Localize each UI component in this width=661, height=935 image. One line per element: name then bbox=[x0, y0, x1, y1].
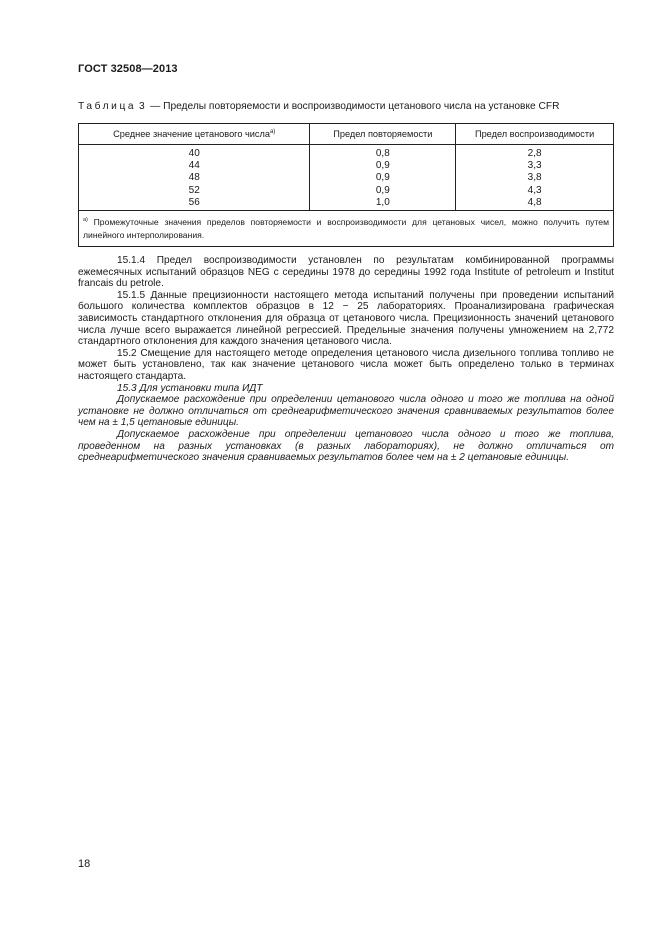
cell-mean: 48 bbox=[79, 172, 310, 184]
table-row bbox=[79, 172, 614, 184]
footnote-text: Промежуточные значения пределов повторяемости и воспроизводимости для цетановых чисел, можно получить путем линейного интерполирования. bbox=[83, 216, 609, 240]
paragraph-tolerance-single-unit: Допускаемое расхождение при определении цетанового числа одного и того же топлива на одной установке не должно отличаться от среднеарифметического значения сравниваемых результатов более чем на ± 1,5 цетановые единицы. bbox=[78, 394, 614, 429]
table-caption bbox=[78, 101, 618, 112]
table-footnote-row bbox=[79, 210, 614, 246]
cell-mean: 52 bbox=[79, 185, 310, 197]
table-caption-number: 3 bbox=[139, 101, 148, 112]
cell-reproducibility: 3,3 bbox=[456, 160, 614, 172]
paragraph-tolerance-multiple-units: Допускаемое расхождение при определении цетанового числа одного и того же топлива, проведенном на разных установках (в разных лабораториях), не должно отличаться от среднеарифметического значения сравниваемых результатов более чем на ± 2 цетановые единицы. bbox=[78, 428, 614, 464]
cell-mean: 40 bbox=[79, 145, 310, 161]
body-text bbox=[78, 255, 614, 464]
footnote-mark: а) bbox=[83, 216, 88, 223]
page-number: 18 bbox=[78, 858, 91, 870]
cell-reproducibility: 2,8 bbox=[456, 145, 614, 161]
cell-repeatability: 1,0 bbox=[310, 197, 456, 211]
cell-mean: 56 bbox=[79, 197, 310, 211]
table-row bbox=[79, 145, 614, 161]
cell-repeatability: 0,9 bbox=[310, 172, 456, 184]
table-caption-text: — Пределы повторяемости и воспроизводимости цетанового числа на установке CFR bbox=[147, 101, 560, 112]
table-row bbox=[79, 185, 614, 197]
header-footnote-mark: а) bbox=[269, 128, 276, 135]
cell-reproducibility: 4,8 bbox=[456, 197, 614, 211]
cell-repeatability: 0,9 bbox=[310, 160, 456, 172]
table-footnote bbox=[79, 210, 614, 246]
cell-mean: 44 bbox=[79, 160, 310, 172]
table-row bbox=[79, 197, 614, 211]
precision-table bbox=[78, 123, 614, 247]
cell-repeatability: 0,8 bbox=[310, 145, 456, 161]
paragraph-15-1-4: 15.1.4 Предел воспроизводимости установлен по результатам комбинированной программы ежемесячных испытаний образцов NEG с середины 1978 до середины 1992 года Institute of petroleum и Institut francais du petrole. bbox=[78, 255, 614, 290]
document-header: ГОСТ 32508—2013 bbox=[78, 63, 178, 75]
column-header-repeatability: Предел повторяемости bbox=[310, 124, 456, 145]
column-header-mean-cetane: Среднее значение цетанового числа$^{а)}$ bbox=[79, 124, 310, 145]
cell-reproducibility: 3,8 bbox=[456, 172, 614, 184]
cell-reproducibility: 4,3 bbox=[456, 185, 614, 197]
paragraph-15-3-heading: 15.3 Для установки типа ИДТ bbox=[117, 382, 263, 394]
table-header-row bbox=[79, 124, 614, 145]
cell-repeatability: 0,9 bbox=[310, 185, 456, 197]
paragraph-15-2: 15.2 Смещение для настоящего методе определения цетанового числа дизельного топлива топливо не может быть установлено, так как значение цетанового числа может быть определено только в терминах настоящего стандарта. bbox=[78, 347, 614, 382]
table-caption-prefix: Таблица bbox=[78, 101, 137, 112]
column-header-reproducibility: Предел воспроизводимости bbox=[456, 124, 614, 145]
table-row bbox=[79, 160, 614, 172]
paragraph-15-1-5: 15.1.5 Данные прецизионности настоящего метода испытаний получены при проведении испытаний большого количества комплектов образцов в 12 − 25 лабораториях. Проанализирована графическая зависимость стандартного отклонения для образца от цетанового числа. Прецизионность значений цетанового числа лучше всего выражается линейной регрессией. Предельные значения получены умножением на 2,772 стандартного отклонения для каждого значения цетанового числа. bbox=[78, 289, 614, 348]
